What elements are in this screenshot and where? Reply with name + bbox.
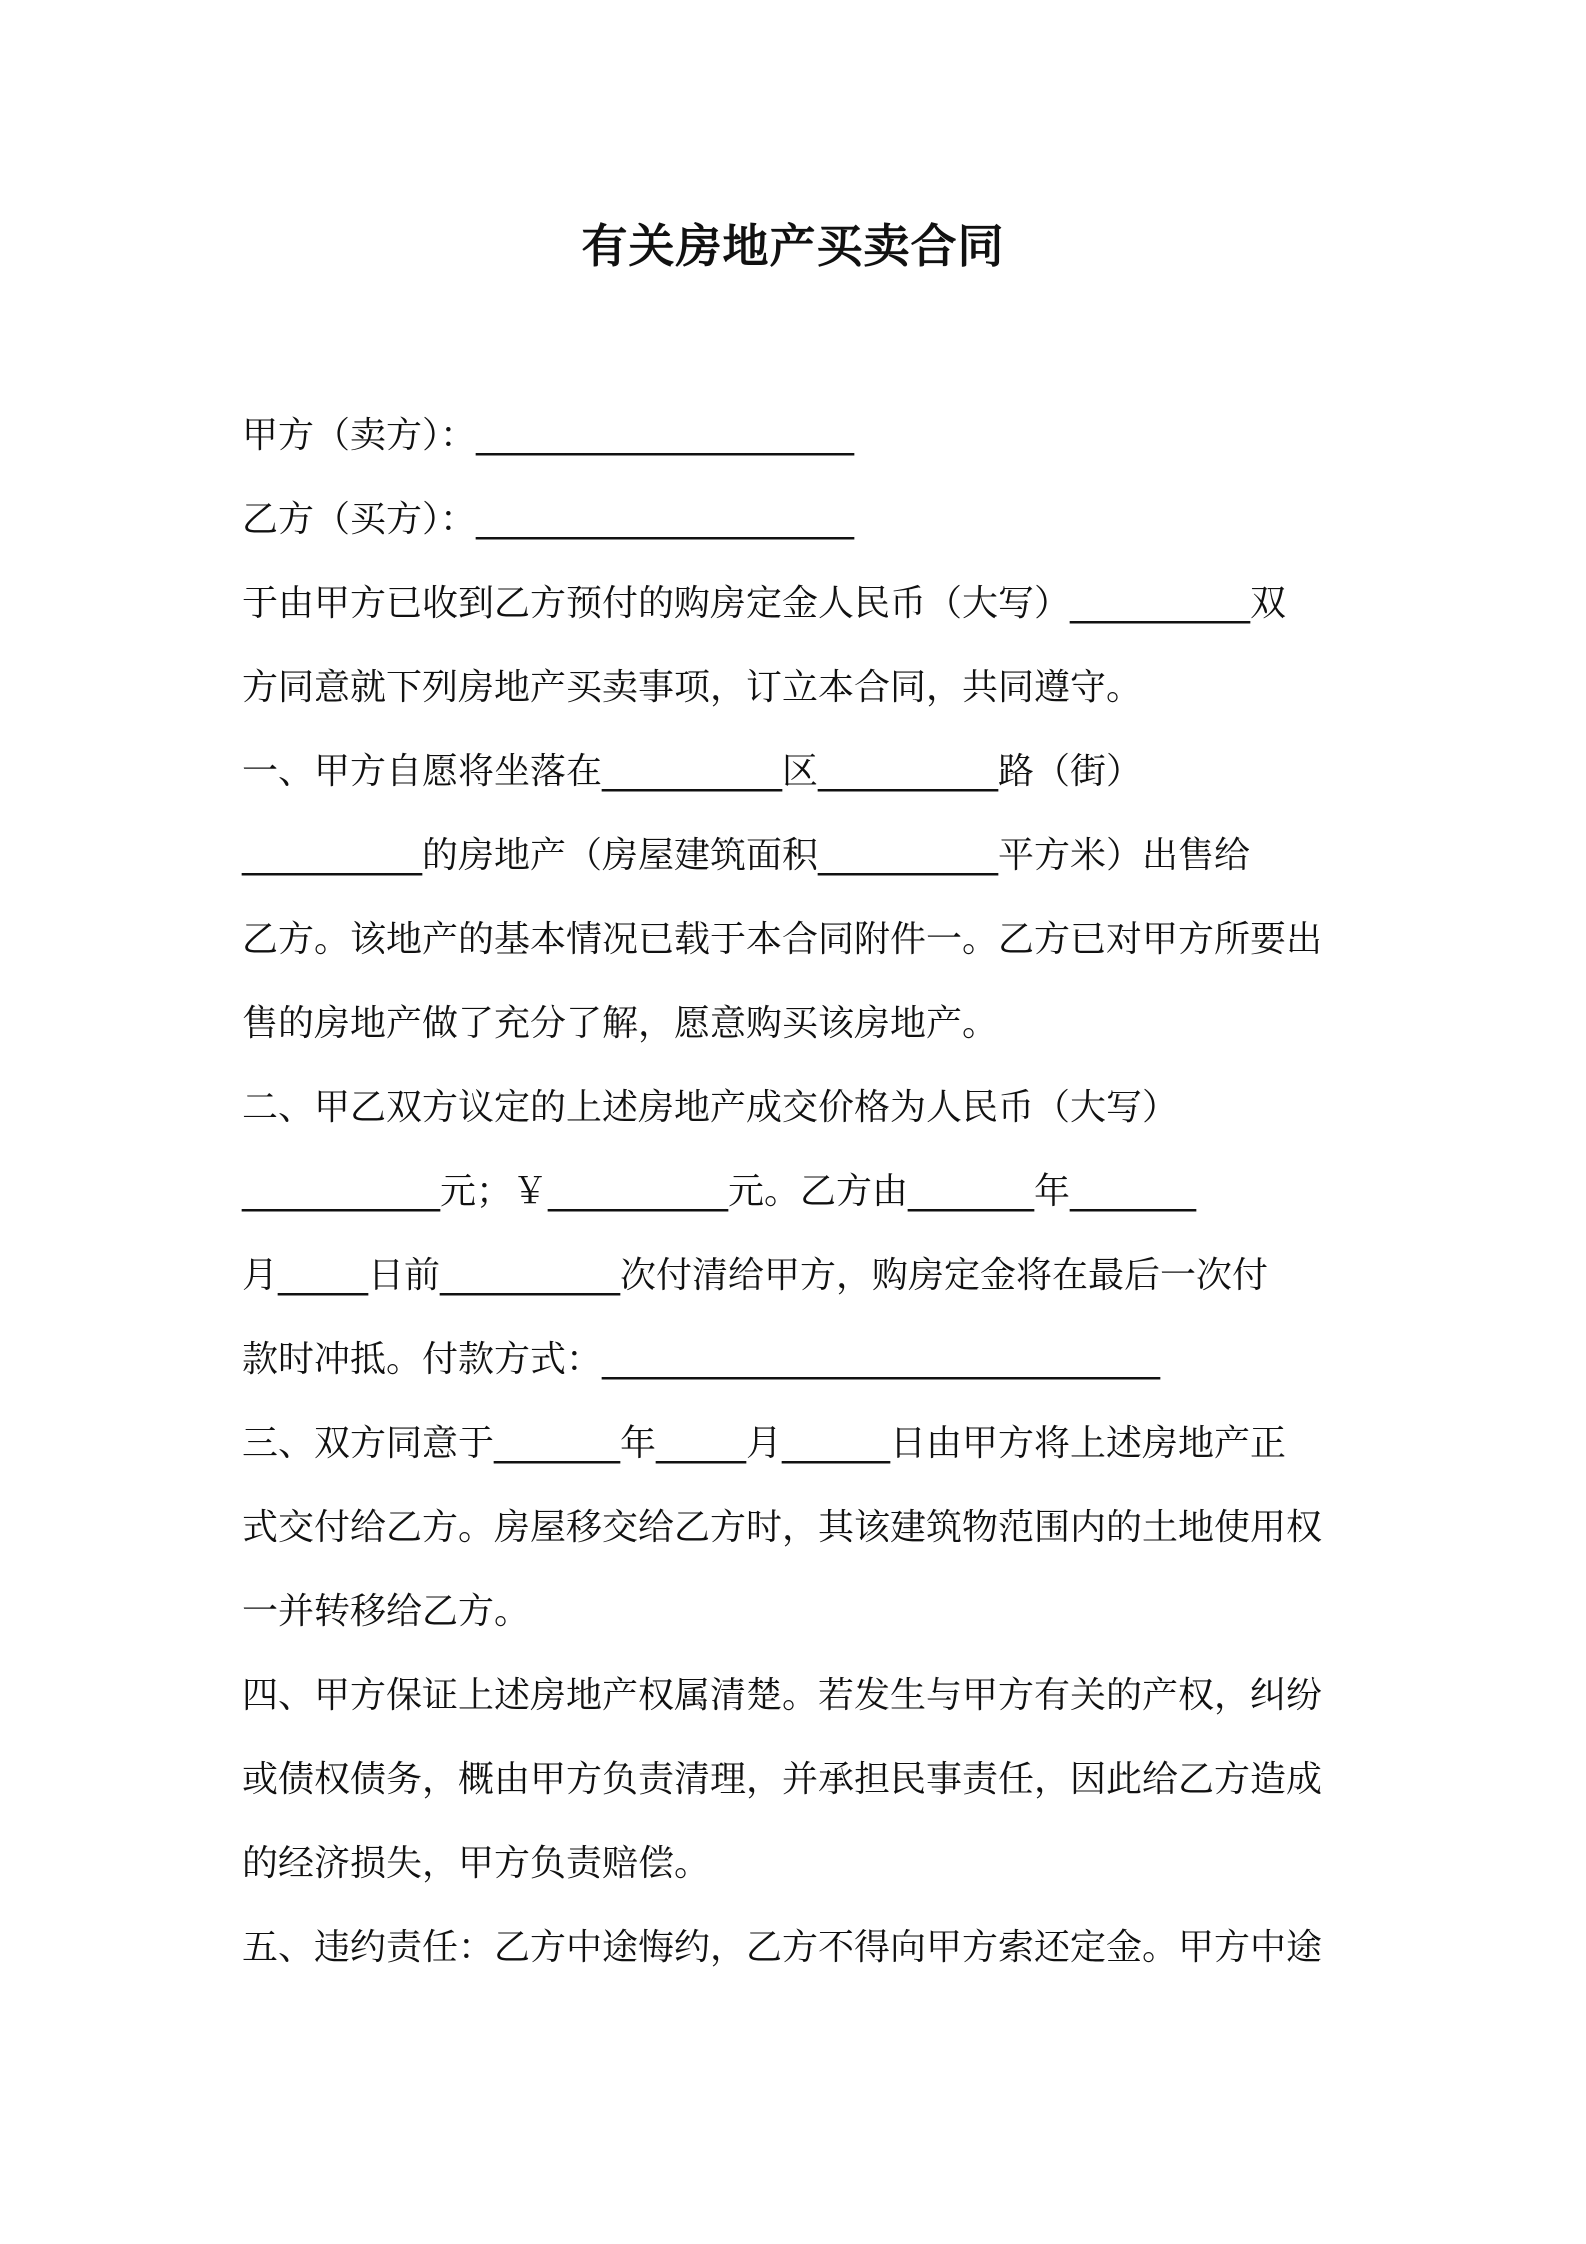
clause-1-line-1: 一、甲方自愿将坐落在__________区__________路（街）	[242, 751, 1143, 792]
clause-1-line-3: 乙方。该地产的基本情况已载于本合同附件一。乙方已对甲方所要出	[242, 919, 1323, 960]
preamble-line-2: 方同意就下列房地产买卖事项，订立本合同，共同遵守。	[242, 667, 1143, 708]
clause-5-line-1: 五、违约责任：乙方中途悔约，乙方不得向甲方索还定金。甲方中途	[242, 1927, 1323, 1968]
clause-3-line-1: 三、双方同意于_______年_____月______日由甲方将上述房地产正	[242, 1423, 1287, 1464]
clause-3-line-3: 一并转移给乙方。	[242, 1591, 531, 1632]
clause-4-line-1: 四、甲方保证上述房地产权属清楚。若发生与甲方有关的产权，纠纷	[242, 1675, 1323, 1716]
clause-4-line-2: 或债权债务，概由甲方负责清理，并承担民事责任，因此给乙方造成	[242, 1759, 1323, 1800]
clause-2-line-3: 月_____日前__________次付清给甲方，购房定金将在最后一次付	[242, 1255, 1269, 1296]
seller-line: 甲方（卖方）：_____________________	[242, 415, 855, 456]
document-title: 有关房地产买卖合同	[581, 219, 1005, 273]
clause-2-line-4: 款时冲抵。付款方式：_______________________________	[242, 1339, 1161, 1380]
clause-1-line-2: __________的房地产（房屋建筑面积__________平方米）出售给	[242, 835, 1251, 876]
clause-2-line-2: ___________元；￥__________元。乙方由_______年_______	[242, 1171, 1197, 1212]
clause-3-line-2: 式交付给乙方。房屋移交给乙方时，其该建筑物范围内的土地使用权	[242, 1507, 1323, 1548]
preamble-line-1: 于由甲方已收到乙方预付的购房定金人民币（大写）__________双	[242, 583, 1287, 624]
buyer-line: 乙方（买方）：_____________________	[242, 499, 855, 540]
clause-1-line-4: 售的房地产做了充分了解，愿意购买该房地产。	[242, 1003, 999, 1044]
clause-2-line-1: 二、甲乙双方议定的上述房地产成交价格为人民币（大写）	[242, 1087, 1179, 1128]
clause-4-line-3: 的经济损失，甲方负责赔偿。	[242, 1843, 711, 1884]
